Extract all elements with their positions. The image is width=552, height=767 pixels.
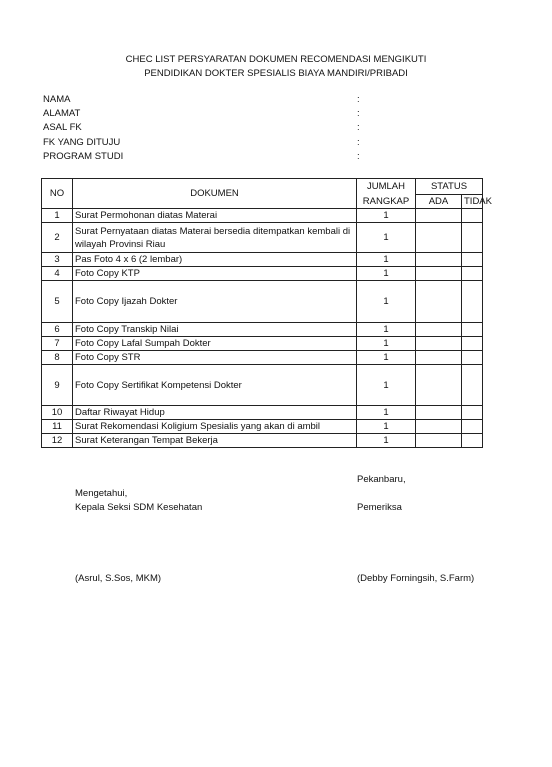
table-row <box>42 253 483 267</box>
table-header-row <box>42 179 483 195</box>
ada-checkbox-cell[interactable] <box>416 281 462 323</box>
field-colon: : <box>357 108 360 119</box>
tidak-checkbox-cell[interactable] <box>462 406 483 420</box>
header-ada: ADA <box>416 195 462 209</box>
row-number: 11 <box>42 420 73 434</box>
ada-checkbox-cell[interactable] <box>416 253 462 267</box>
row-quantity: 1 <box>357 209 416 223</box>
row-document: Surat Keterangan Tempat Bekerja <box>73 434 357 448</box>
ada-checkbox-cell[interactable] <box>416 323 462 337</box>
table-row <box>42 281 483 323</box>
row-quantity: 1 <box>357 223 416 253</box>
row-number: 6 <box>42 323 73 337</box>
row-quantity: 1 <box>357 365 416 406</box>
document-title-line-1: CHEC LIST PERSYARATAN DOKUMEN RECOMENDASI MENGIKUTI <box>125 54 427 65</box>
signature-left-line-2: Kepala Seksi SDM Kesehatan <box>75 502 203 513</box>
row-number: 4 <box>42 267 73 281</box>
ada-checkbox-cell[interactable] <box>416 223 462 253</box>
row-number: 3 <box>42 253 73 267</box>
field-label: NAMA <box>43 94 71 105</box>
tidak-checkbox-cell[interactable] <box>462 351 483 365</box>
signature-place: Pekanbaru, <box>357 474 406 485</box>
tidak-checkbox-cell[interactable] <box>462 209 483 223</box>
signature-right-line-1: Pemeriksa <box>357 502 402 513</box>
field-colon: : <box>357 94 360 105</box>
ada-checkbox-cell[interactable] <box>416 406 462 420</box>
ada-checkbox-cell[interactable] <box>416 420 462 434</box>
field-colon: : <box>357 137 360 148</box>
table-row <box>42 351 483 365</box>
row-document: Surat Pernyataan diatas Materai bersedia ditempatkan kembali di wilayah Provinsi Riau <box>73 223 357 253</box>
row-quantity: 1 <box>357 267 416 281</box>
field-colon: : <box>357 151 360 162</box>
field-program-studi <box>43 151 373 165</box>
row-document: Foto Copy Transkip Nilai <box>73 323 357 337</box>
field-colon: : <box>357 122 360 133</box>
ada-checkbox-cell[interactable] <box>416 365 462 406</box>
field-label: FK YANG DITUJU <box>43 137 121 148</box>
ada-checkbox-cell[interactable] <box>416 434 462 448</box>
row-quantity: 1 <box>357 406 416 420</box>
table-row <box>42 406 483 420</box>
header-rangkap: RANGKAP <box>357 195 416 209</box>
ada-checkbox-cell[interactable] <box>416 351 462 365</box>
row-document: Foto Copy STR <box>73 351 357 365</box>
header-tidak: TIDAK <box>462 195 483 209</box>
tidak-checkbox-cell[interactable] <box>462 253 483 267</box>
row-document: Daftar Riwayat Hidup <box>73 406 357 420</box>
table-row <box>42 223 483 253</box>
row-number: 1 <box>42 209 73 223</box>
tidak-checkbox-cell[interactable] <box>462 337 483 351</box>
tidak-checkbox-cell[interactable] <box>462 434 483 448</box>
row-document: Foto Copy Ijazah Dokter <box>73 281 357 323</box>
field-label: PROGRAM STUDI <box>43 151 124 162</box>
table-row <box>42 365 483 406</box>
table-row <box>42 434 483 448</box>
ada-checkbox-cell[interactable] <box>416 209 462 223</box>
row-quantity: 1 <box>357 351 416 365</box>
header-dokumen: DOKUMEN <box>73 179 357 209</box>
row-number: 9 <box>42 365 73 406</box>
tidak-checkbox-cell[interactable] <box>462 365 483 406</box>
tidak-checkbox-cell[interactable] <box>462 281 483 323</box>
row-quantity: 1 <box>357 420 416 434</box>
row-document: Surat Rekomendasi Koligium Spesialis yang akan di ambil <box>73 420 357 434</box>
header-no: NO <box>42 179 73 209</box>
ada-checkbox-cell[interactable] <box>416 337 462 351</box>
row-number: 8 <box>42 351 73 365</box>
tidak-checkbox-cell[interactable] <box>462 223 483 253</box>
ada-checkbox-cell[interactable] <box>416 267 462 281</box>
header-status: STATUS <box>416 179 483 195</box>
header-jumlah: JUMLAH <box>357 179 416 195</box>
table-row <box>42 337 483 351</box>
tidak-checkbox-cell[interactable] <box>462 323 483 337</box>
row-number: 12 <box>42 434 73 448</box>
table-row <box>42 209 483 223</box>
field-label: ASAL FK <box>43 122 82 133</box>
row-quantity: 1 <box>357 281 416 323</box>
row-quantity: 1 <box>357 253 416 267</box>
row-quantity: 1 <box>357 323 416 337</box>
field-asal-fk <box>43 122 373 136</box>
field-alamat <box>43 108 373 122</box>
row-document: Surat Permohonan diatas Materai <box>73 209 357 223</box>
checklist-table <box>41 178 492 448</box>
tidak-checkbox-cell[interactable] <box>462 267 483 281</box>
signature-right-name: (Debby Forningsih, S.Farm) <box>357 573 475 584</box>
row-document: Pas Foto 4 x 6 (2 lembar) <box>73 253 357 267</box>
field-fk-yang-dituju <box>43 137 373 151</box>
field-label: ALAMAT <box>43 108 81 119</box>
row-document: Foto Copy Sertifikat Kompetensi Dokter <box>73 365 357 406</box>
row-document: Foto Copy Lafal Sumpah Dokter <box>73 337 357 351</box>
row-number: 2 <box>42 223 73 253</box>
row-quantity: 1 <box>357 434 416 448</box>
table-row <box>42 420 483 434</box>
row-number: 7 <box>42 337 73 351</box>
row-document: Foto Copy KTP <box>73 267 357 281</box>
field-nama <box>43 94 373 108</box>
table-row <box>42 267 483 281</box>
table-row <box>42 323 483 337</box>
row-number: 5 <box>42 281 73 323</box>
signature-left-line-1: Mengetahui, <box>75 488 128 499</box>
document-title-line-2: PENDIDIKAN DOKTER SPESIALIS BIAYA MANDIRI/PRIBADI <box>144 68 408 79</box>
signature-left-name: (Asrul, S.Sos, MKM) <box>75 573 162 584</box>
tidak-checkbox-cell[interactable] <box>462 420 483 434</box>
row-number: 10 <box>42 406 73 420</box>
row-quantity: 1 <box>357 337 416 351</box>
